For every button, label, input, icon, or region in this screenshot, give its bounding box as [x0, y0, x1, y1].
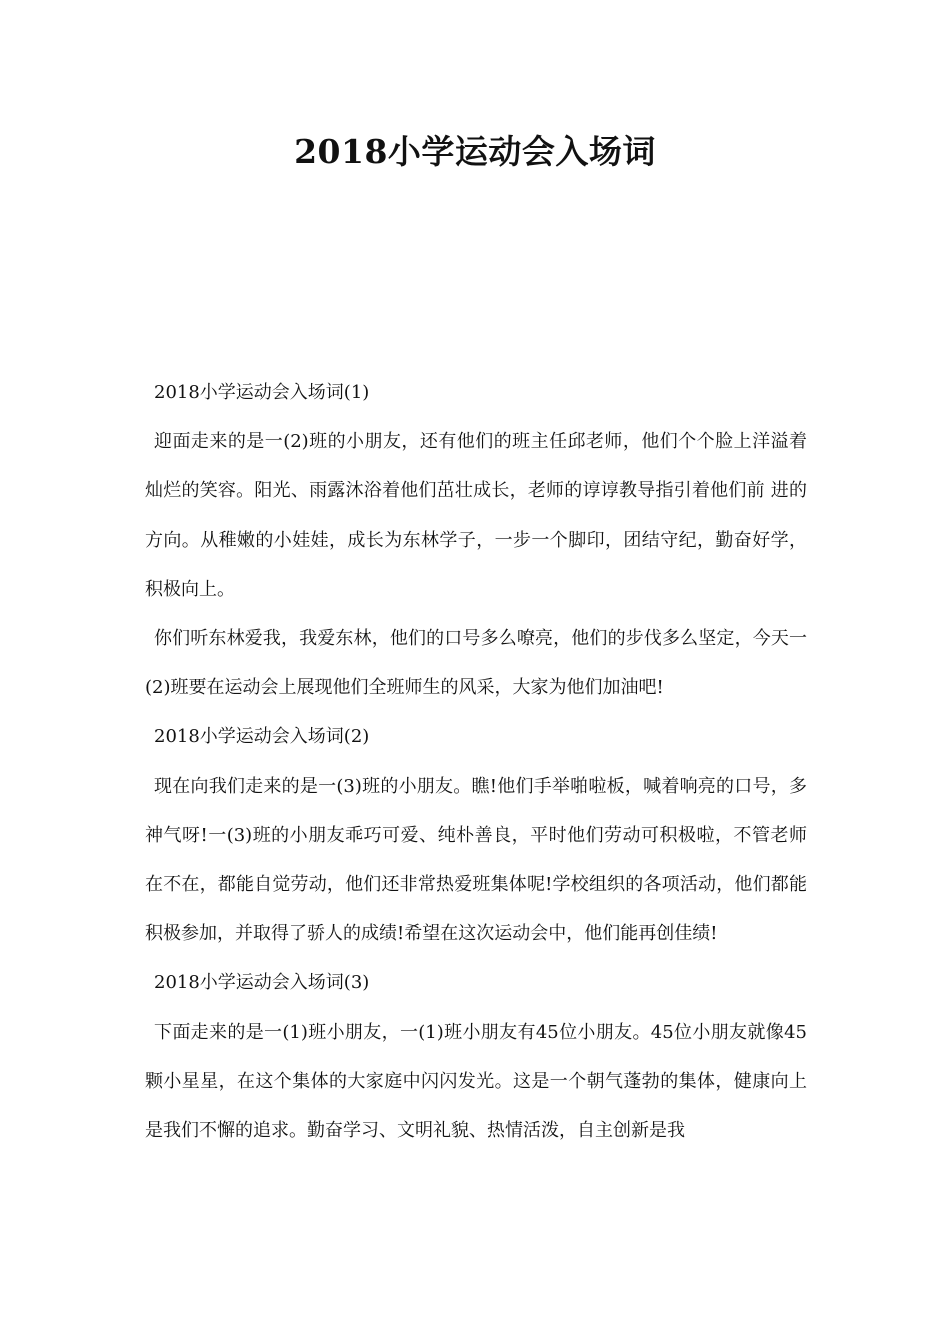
- section-1-paragraph-2: 你们听东林爱我，我爱东林，他们的口号多么嘹亮，他们的步伐多么坚定，今天一(2)班要在运动会上展现他们全班师生的风采，大家为他们加油吧!: [145, 628, 807, 699]
- section-2-paragraph-1: 现在向我们走来的是一(3)班的小朋友。瞧!他们手举啪啦板，喊着响亮的口号，多神气呀!一(3)班的小朋友乖巧可爱、纯朴善良，平时他们劳动可积极啦，不管老师在不在，都能自觉劳动，他们还非常热爱班集体呢!学校组织的各项活动，他们都能积极参加，并取得了骄人的成绩!希望在这次运动会中，他们能再创佳绩!: [145, 775, 807, 945]
- section-3-heading: 2018小学运动会入场词(3): [154, 972, 370, 994]
- document-title: 2018小学运动会入场词: [294, 132, 656, 171]
- section-2-heading: 2018小学运动会入场词(2): [154, 726, 370, 748]
- section-1-heading: 2018小学运动会入场词(1): [154, 382, 370, 403]
- section-3-paragraph-1: 下面走来的是一(1)班小朋友，一(1)班小朋友有45位小朋友。45位小朋友就像45颗小星星，在这个集体的大家庭中闪闪发光。这是一个朝气蓬勃的集体，健康向上是我们不懈的追求。勤奋学习、文明礼貌、热情活泼，自主创新是我: [145, 1021, 807, 1142]
- document-body: [145, 368, 807, 1155]
- section-1-paragraph-1: 迎面走来的是一(2)班的小朋友，还有他们的班主任邱老师，他们个个脸上洋溢着灿烂的笑容。阳光、雨露沐浴着他们茁壮成长，老师的谆谆教导指引着他们前 进的方向。从稚嫩的小娃娃，成长为东林学子，一步一个脚印，团结守纪，勤奋好学，积极向上。: [145, 431, 807, 600]
